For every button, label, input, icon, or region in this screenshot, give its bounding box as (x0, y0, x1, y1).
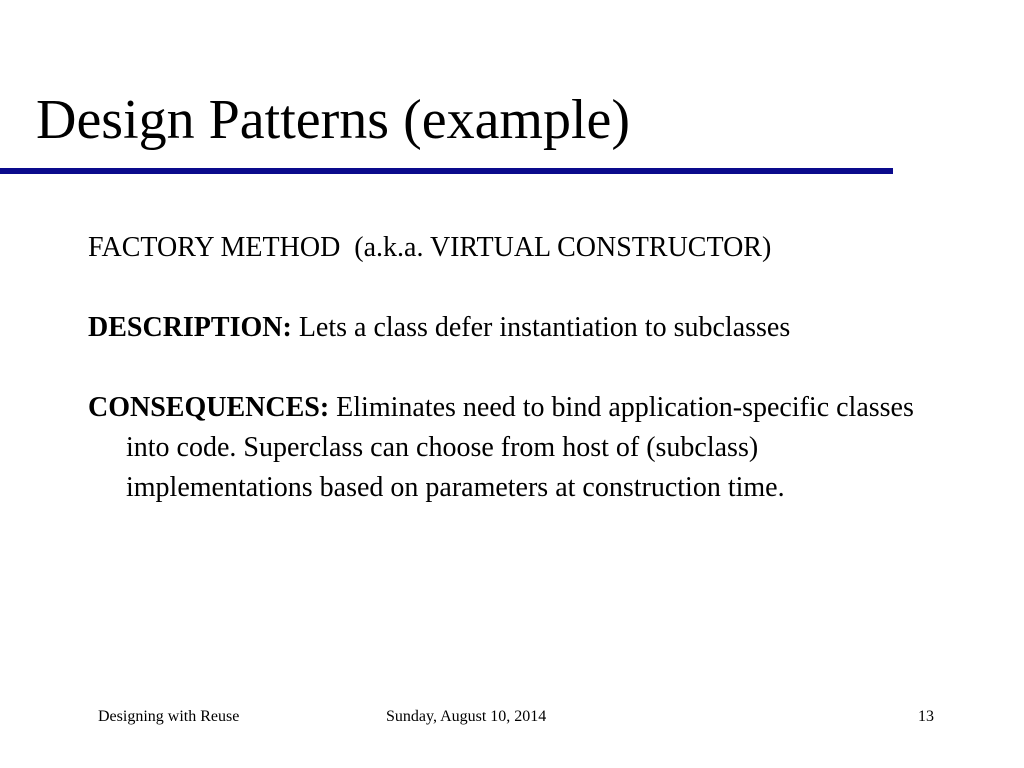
footer-course-title: Designing with Reuse (98, 708, 240, 725)
footer-date: Sunday, August 10, 2014 (386, 708, 547, 725)
consequences-paragraph (88, 388, 948, 508)
title-underline (0, 168, 893, 174)
pattern-name: FACTORY METHOD (a.k.a. VIRTUAL CONSTRUCTOR) (88, 232, 772, 263)
footer-page-number: 13 (918, 708, 934, 725)
description-label: DESCRIPTION: (88, 312, 292, 343)
description-text: Lets a class defer instantiation to subclasses (298, 312, 791, 343)
description-paragraph (88, 308, 948, 348)
consequences-text: Eliminates need to bind application-specific classes into code. Superclass can choose from host of (subclass) implementations based on parameters at construction time. (126, 392, 914, 503)
slide-body (88, 228, 948, 508)
consequences-label: CONSEQUENCES: (88, 392, 330, 423)
slide-title: Design Patterns (example) (36, 89, 631, 151)
